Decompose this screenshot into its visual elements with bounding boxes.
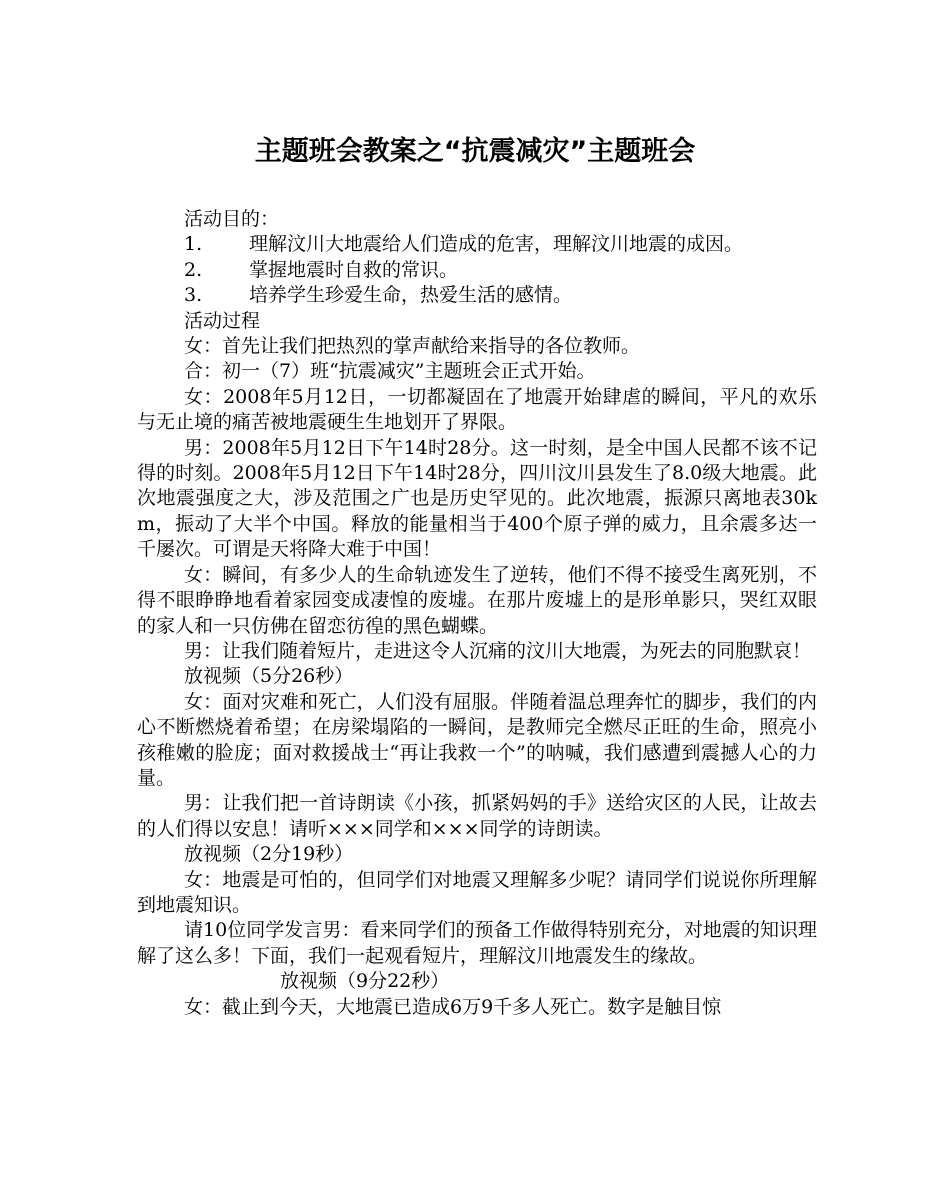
paragraph: 女：截止到今天，大地震已造成6万9千多人死亡。数字是触目惊 — [184, 995, 722, 1018]
paragraph: 合：初一（7）班“抗震减灾”主题班会正式开始。 — [184, 360, 596, 383]
objective-item — [137, 283, 817, 308]
video-note: 放视频（9分22秒） — [280, 970, 450, 993]
objective-number: 2. — [184, 258, 203, 281]
objective-item — [137, 232, 817, 257]
document-body — [137, 207, 817, 1020]
objective-heading: 活动目的： — [184, 208, 280, 230]
objective-text: 理解汶川大地震给人们造成的危害，理解汶川地震的成因。 — [249, 233, 744, 256]
paragraph: 男：让我们把一首诗朗读《小孩，抓紧妈妈的手》送给灾区的人民，让故去的人们得以安息！请听×××同学和×××同学的诗朗读。 — [137, 792, 817, 840]
document-title: 主题班会教案之“抗震减灾”主题班会 — [254, 136, 696, 167]
paragraph: 女：2008年5月12日，一切都凝固在了地震开始肆虐的瞬间，平凡的欢乐与无止境的痛苦被地震硬生生地划开了界限。 — [137, 385, 817, 434]
objective-text: 培养学生珍爱生命，热爱生活的感情。 — [249, 284, 573, 307]
process-heading: 活动过程 — [184, 309, 261, 332]
video-note: 放视频（5分26秒） — [184, 665, 354, 688]
objective-number: 3. — [184, 284, 203, 307]
paragraph: 女：地震是可怕的，但同学们对地震又理解多少呢？请同学们说说你所理解到地震知识。 — [137, 868, 817, 916]
paragraph: 男：让我们随着短片，走进这令人沉痛的汶川大地震，为死去的同胞默哀！ — [184, 639, 812, 662]
objective-item — [137, 258, 817, 283]
objective-text: 掌握地震时自救的常识。 — [249, 258, 459, 281]
video-note: 放视频（2分19秒） — [184, 843, 354, 866]
objective-number: 1. — [184, 233, 203, 256]
paragraph: 女：首先让我们把热烈的掌声献给来指导的各位教师。 — [184, 335, 641, 358]
paragraph: 女：面对灾难和死亡，人们没有屈服。伴随着温总理奔忙的脚步，我们的内心不断燃烧着希望；在房梁塌陷的一瞬间，是教师完全燃尽正旺的生命，照亮小孩稚嫩的脸庞；面对救援战士“再让我救一个”的呐喊，我们感遭到震撼人心的力量。 — [137, 690, 817, 789]
paragraph: 女：瞬间，有多少人的生命轨迹发生了逆转，他们不得不接受生离死别，不得不眼睁睁地看着家园变成凄惶的废墟。在那片废墟上的是形单影只，哭红双眼的家人和一只仿佛在留恋彷徨的黑色蝴蝶。 — [137, 563, 817, 637]
paragraph: 请10位同学发言男：看来同学们的预备工作做得特别充分，对地震的知识理解了这么多！下面，我们一起观看短片，理解汶川地震发生的缘故。 — [137, 919, 817, 967]
paragraph: 男：2008年5月12日下午14时28分。这一时刻，是全中国人民都不该不记得的时刻。2008年5月12日下午14时28分，四川汶川县发生了8.0级大地震。此次地震强度之大，涉及范围之广也是历史罕见的。此次地震，振源只离地表30km，振动了大半个中国。释放的能量相当于400个原子弹的威力，且余震多达一千屡次。可谓是天将降大难于中国！ — [137, 436, 817, 561]
